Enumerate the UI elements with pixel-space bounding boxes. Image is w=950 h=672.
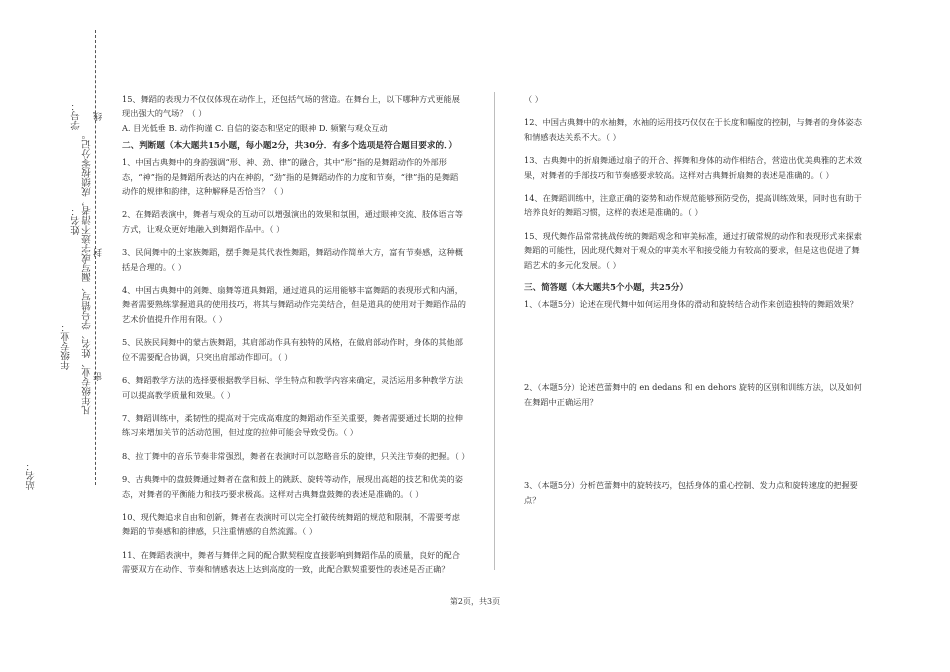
binding-margin (0, 0, 110, 672)
section-title-short-answer: 三、简答题（本大题共5个小题，共25分） (524, 283, 689, 294)
page-number: 第2页，共3页 (449, 597, 501, 606)
binding-dashed-line (95, 30, 96, 485)
grade-major-field (60, 290, 74, 370)
section-title-judgment: 二、判断题（本大题共15小题，每小题2分，共30分．有多个选项是符合题目要求的．） (122, 141, 457, 152)
left-column (122, 92, 470, 586)
judgment-question-5: 5、民族民间舞中的蒙古族舞蹈，其肩部动作具有独特的风格，在做肩部动作时，身体的其他部位不需要配合协调，只突出肩部动作即可。（ ） (122, 337, 463, 362)
judgment-question-9: 9、古典舞中的盘鼓舞通过舞者在盘和鼓上的跳跃、旋转等动作，展现出高超的技艺和优美的姿态，对舞者的平衡能力和技巧要求极高。这样对古典舞盘鼓舞的表述是准确的。（ ） (122, 474, 463, 499)
student-id-label: 学号： (71, 101, 82, 130)
answer-space-2[interactable] (524, 418, 862, 478)
judgment-question-15: 15、现代舞作品常常挑战传统的舞蹈观念和审美标准，通过打破常规的动作和表现形式来探索舞蹈的可能性，因此现代舞对于观众的审美水平和接受能力有较高的要求，但是这也促进了舞蹈艺术的多元化发展。（ ） (524, 230, 862, 270)
seal-word-line (92, 112, 105, 121)
seal-word-seal (92, 248, 105, 257)
grade-major-label: 年级专业： (61, 322, 72, 370)
short-answer-question-1: 1、（本题5分）论述在现代舞中如何运用身体的滑动和旋转结合动作来创造独特的舞蹈效果？ (524, 299, 858, 310)
judgment-question-1: 1、中国古典舞中的身韵强调“形、神、劲、律”的融合，其中“形”指的是舞蹈动作的外部形态，“神”指的是舞蹈所表达的内在神韵，“劲”指的是舞蹈动作的力度和节奏，“律”指的是舞蹈动作的规律和韵律，这种解释是否恰当？（ ） (122, 157, 459, 197)
binding-notice-text: 凡年级专业、姓名、学号错写、漏写或字迹不清者，成绩按零分记。 (82, 130, 93, 415)
judgment-question-3: 3、民间舞中的土家族舞蹈，摆手舞是其代表性舞蹈，舞蹈动作简单大方，富有节奏感，这种概括是合理的。（ ） (122, 247, 463, 272)
judgment-question-4: 4、中国古典舞中的剑舞、扇舞等道具舞蹈，通过道具的运用能够丰富舞蹈的表现形式和内涵，舞者需要熟练掌握道具的使用技巧，将其与舞蹈动作完美结合，但是道具的使用对于舞蹈作品的艺术价值提升作用有限。（ ） (122, 285, 466, 324)
seal-word: 线 (94, 112, 104, 121)
short-answer-question-3: 3、（本题5分）分析芭蕾舞中的旋转技巧，包括身体的重心控制、发力点和旋转速度的把握要点？ (524, 480, 858, 505)
judgment-question-10: 10、现代舞追求自由和创新，舞者在表演时可以完全打破传统舞蹈的规范和限制，不需要考虑舞蹈的节奏感和韵律感，只注重情感的自然流露。（ ） (122, 511, 460, 537)
question-text: 15、舞蹈的表现力不仅仅体现在动作上，还包括气场的营造。在舞台上，以下哪种方式更能展现出强大的气场？（ ） (122, 94, 460, 119)
judgment-question-13: 13、古典舞中的折扇舞通过扇子的开合、挥舞和身体的动作相结合，营造出优美典雅的艺术效果，对舞者的手部技巧和节奏感要求较高。这样对古典舞折扇舞的表述是准确的。（ ） (524, 155, 862, 180)
seal-word-dense (92, 372, 105, 381)
right-column (524, 92, 862, 516)
seal-word: 封 (94, 248, 104, 257)
seal-word: 密 (94, 372, 104, 381)
school-label: 站名： (26, 461, 37, 490)
name-label: 姓名： (71, 206, 82, 235)
judgment-question-11: 11、在舞蹈表演中，舞者与舞伴之间的配合默契程度直接影响到舞蹈作品的质量，良好的配合需要双方在动作、节奏和情感表达上达到高度的一致，此配合默契重要性的表述是否正确？ (122, 549, 460, 575)
judgment-question-11-tail: （ ） (524, 94, 543, 104)
question-options: A. 目光低垂 B. 动作拘谨 C. 自信的姿态和坚定的眼神 D. 频繁与观众互动 (122, 122, 388, 133)
judgment-question-2: 2、在舞蹈表演中，舞者与观众的互动可以增强演出的效果和氛围，通过眼神交流、肢体语言等方式，让观众更好地融入到舞蹈作品中。（ ） (122, 209, 463, 234)
judgment-question-12: 12、中国古典舞中的水袖舞，水袖的运用技巧仅仅在于长度和幅度的控制，与舞者的身体姿态和情感表达关系不大。（ ） (524, 117, 862, 142)
judgment-question-6: 6、舞蹈教学方法的选择要根据教学目标、学生特点和教学内容来确定，灵活运用多种教学方法可以提高教学质量和效果。（ ） (122, 375, 463, 400)
school-field (25, 440, 39, 490)
judgment-question-8: 8、拉丁舞中的音乐节奏非常强烈，舞者在表演时可以忽略音乐的旋律，只关注节奏的把握。（ ） (122, 450, 470, 461)
short-answer-question-2: 2、（本题5分）论述芭蕾舞中的 en dedans 和 en dehors 旋转的区别和训练方法，以及如何在舞蹈中正确运用？ (524, 382, 862, 407)
answer-space-1[interactable] (524, 320, 862, 380)
judgment-question-14: 14、在舞蹈训练中，注意正确的姿势和动作规范能够预防受伤，提高训练效果，同时也有助于培养良好的舞蹈习惯，这样的表述是准确的。（ ） (524, 193, 862, 218)
column-divider (494, 92, 495, 570)
judgment-question-7: 7、舞蹈训练中，柔韧性的提高对于完成高难度的舞蹈动作至关重要，舞者需要通过长期的拉伸练习来增加关节的活动范围，但过度的拉伸可能会导致受伤。（ ） (122, 412, 463, 438)
mc-question-15 (122, 92, 466, 135)
